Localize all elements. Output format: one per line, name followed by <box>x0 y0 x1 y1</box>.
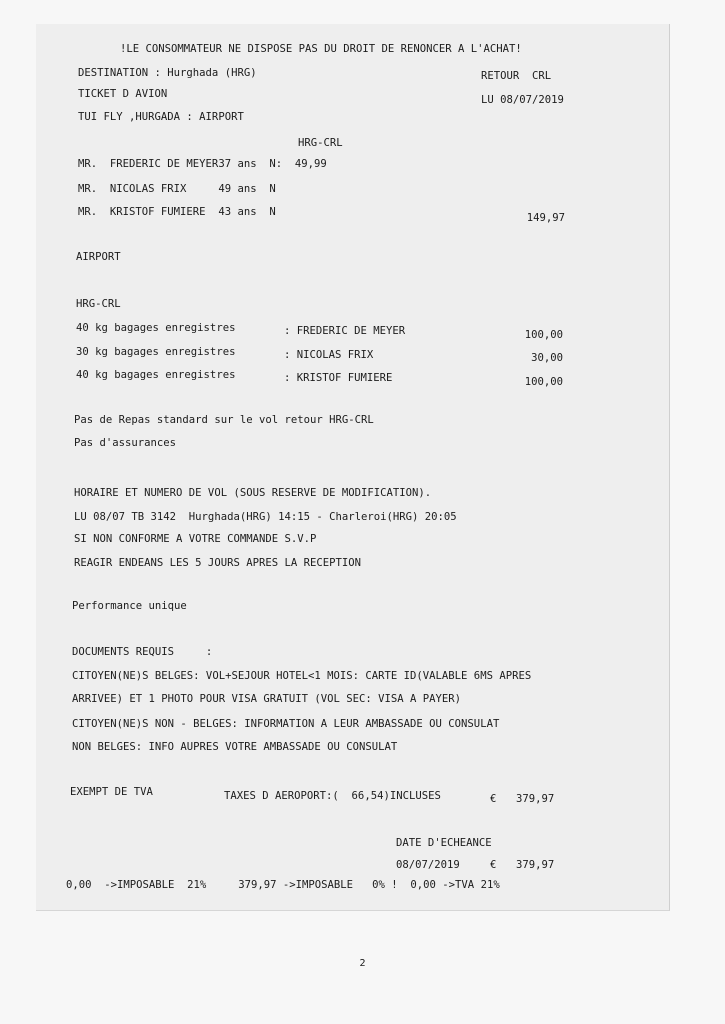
baggage-amount: 30,00 <box>531 352 563 364</box>
route-heading: HRG-CRL <box>298 137 343 149</box>
baggage-desc: 30 kg bagages enregistres <box>76 346 236 358</box>
passenger-line: MR. FREDERIC DE MEYER37 ans N: 49,99 <box>78 158 327 170</box>
schedule-title: HORAIRE ET NUMERO DE VOL (SOUS RESERVE DE MODIFICATION). <box>74 487 432 499</box>
notice-text: !LE CONSOMMATEUR NE DISPOSE PAS DU DROIT DE RENONCER A L'ACHAT! <box>120 43 522 55</box>
baggage-amount: 100,00 <box>524 329 563 341</box>
baggage-person: : KRISTOF FUMIERE <box>284 372 393 384</box>
baggage-desc: 40 kg bagages enregistres <box>76 369 236 381</box>
currency-symbol: € <box>490 859 497 871</box>
passenger-line: MR. NICOLAS FRIX 49 ans N <box>78 183 276 195</box>
retour-text: RETOUR CRL <box>481 70 552 82</box>
baggage-person: : NICOLAS FRIX <box>284 349 374 361</box>
documents-line: CITOYEN(NE)S BELGES: VOL+SEJOUR HOTEL<1 MOIS: CARTE ID(VALABLE 6MS APRES <box>72 670 532 682</box>
baggage-amount: 100,00 <box>524 376 563 388</box>
passenger-line: MR. KRISTOF FUMIERE 43 ans N <box>78 206 276 218</box>
baggage-person: : FREDERIC DE MEYER <box>284 325 406 337</box>
vat-line: 0,00 ->IMPOSABLE 21% 379,97 ->IMPOSABLE 0% ! 0,00 ->TVA 21% <box>66 879 500 891</box>
destination-text: DESTINATION : Hurghada (HRG) <box>78 67 257 79</box>
airport-title: AIRPORT <box>76 251 121 263</box>
meal-note: Pas de Repas standard sur le vol retour HRG-CRL <box>74 414 374 426</box>
performance-text: Performance unique <box>72 600 187 612</box>
due-amount: 379,97 <box>516 859 555 871</box>
baggage-desc: 40 kg bagages enregistres <box>76 322 236 334</box>
page-number: 2 <box>359 958 366 969</box>
documents-line: CITOYEN(NE)S NON - BELGES: INFORMATION A LEUR AMBASSADE OU CONSULAT <box>72 718 500 730</box>
ticket-text: TICKET D AVION <box>78 88 168 100</box>
flight-total: 149,97 <box>526 212 565 224</box>
due-date: 08/07/2019 <box>396 859 460 871</box>
airport-route: HRG-CRL <box>76 298 121 310</box>
currency-symbol: € <box>490 793 497 805</box>
conform-note: SI NON CONFORME A VOTRE COMMANDE S.V.P <box>74 533 317 545</box>
taxes-text: TAXES D AEROPORT:( 66,54)INCLUSES <box>224 790 441 802</box>
due-label: DATE D'ECHEANCE <box>396 837 492 849</box>
documents-line: ARRIVEE) ET 1 PHOTO POUR VISA GRATUIT (VOL SEC: VISA A PAYER) <box>72 693 462 705</box>
airline-text: TUI FLY ,HURGADA : AIRPORT <box>78 111 244 123</box>
react-note: REAGIR ENDEANS LES 5 JOURS APRES LA RECEPTION <box>74 557 362 569</box>
flight-schedule: LU 08/07 TB 3142 Hurghada(HRG) 14:15 - Charleroi(HRG) 20:05 <box>74 511 457 523</box>
documents-line: NON BELGES: INFO AUPRES VOTRE AMBASSADE OU CONSULAT <box>72 741 398 753</box>
exempt-label: EXEMPT DE TVA <box>70 786 153 798</box>
total-amount: 379,97 <box>516 793 555 805</box>
documents-title: DOCUMENTS REQUIS : <box>72 646 213 658</box>
date-text: LU 08/07/2019 <box>481 94 564 106</box>
insurance-note: Pas d'assurances <box>74 437 177 449</box>
